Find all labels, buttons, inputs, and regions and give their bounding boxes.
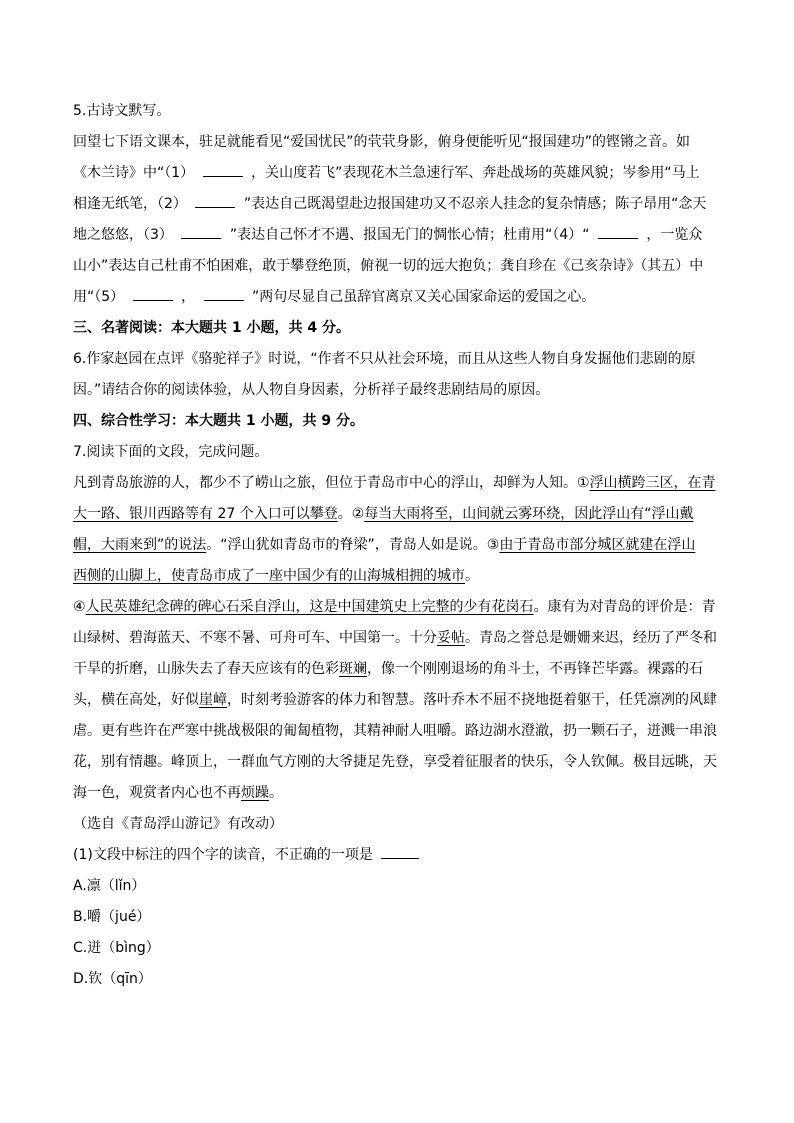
text-span: 凡到青岛旅游的人，都少不了崂山之旅，但位于青岛市中心的浮山，却鲜为人知。①	[73, 475, 590, 491]
q7-text-line: 虐。更有些许在严寒中挑战极限的匍匐植物，其精神耐人咀嚼。路边湖水澄澈，扔一颗石子，迸溅一串浪	[73, 723, 717, 739]
choice-option-c[interactable]: C.迸（bìng）	[73, 940, 160, 956]
underlined-sentence: 西侧的山脚上，使青岛市成了一座中国少有的山海城相拥的城市	[73, 568, 465, 584]
answer-blank[interactable]	[181, 224, 221, 239]
answer-blank[interactable]	[203, 162, 243, 177]
q7-text-line	[73, 685, 721, 716]
underlined-sentence: 帽，大雨来到”的说法	[73, 537, 207, 553]
q5-text-line	[73, 189, 721, 220]
choice-option-d[interactable]: D.钦（qīn）	[73, 971, 152, 987]
text-span: 。“浮山犹如青岛市的脊梁”，青岛人如是说。③	[206, 537, 500, 553]
text-span: ④	[73, 599, 86, 615]
choice-option-b[interactable]: B.嚼（jué）	[73, 909, 151, 925]
answer-blank[interactable]	[133, 286, 173, 301]
q7-text-line	[73, 778, 721, 809]
q7-text-line	[73, 499, 721, 530]
text-span: 。青岛之誉总是姗姗来迟，经历了严冬和	[465, 630, 717, 646]
q6-text-line: 6.作家赵园在点评《骆驼祥子》时说，“作者不只从社会环境，而且从这些人物自身发掘他们悲剧的原	[73, 351, 696, 367]
text-span: ，关山度若飞”表现花木兰急速行军、奔赴战场的英雄风貌；岑参用“马上	[251, 165, 700, 181]
text-span: 地之悠悠，（3）	[73, 227, 173, 243]
text-span: ，像一个刚刚退场的角斗士，不再锋芒毕露。裸露的石	[367, 661, 703, 677]
underlined-word: 烦躁	[241, 785, 269, 801]
q7-text-line	[73, 530, 721, 561]
text-span: ”表达自己怀才不遇、报国无门的惆怅心情；杜甫用“（4）“	[229, 227, 590, 243]
text-span: 相逢无纸笔，（2）	[73, 196, 187, 212]
answer-blank[interactable]	[195, 193, 235, 208]
underlined-word: 斑斓	[339, 661, 367, 677]
underlined-sentence: 大一路、银川西路等有 27 个入口可以攀登	[73, 506, 338, 522]
q5-text-line	[73, 127, 721, 158]
underlined-sentence: 每当大雨将至，山间就云雾环绕，因此浮山有“浮山戴	[364, 506, 694, 522]
text-span: (1)文段中标注的四个字的读音，不正确的一项是	[73, 847, 373, 863]
q5-text-line	[73, 158, 721, 189]
text-span: 头，横在高处，好似	[73, 692, 199, 708]
section-heading-3: 三、名著阅读：本大题共 1 小题，共 4 分。	[73, 320, 350, 336]
q5-text-line: 山小”表达自己杜甫不怕困难，敢于攀登绝顶，俯视一切的远大抱负；龚自珍在《己亥杂诗》（其五）中	[73, 258, 704, 274]
document-content	[73, 96, 721, 995]
text-span: ，	[181, 289, 196, 305]
text-span: 。②	[337, 506, 365, 522]
text-span: 山绿树、碧海蓝天、不寒不暑、可舟可车、中国第一。十分	[73, 630, 437, 646]
q5-text-line	[73, 282, 721, 313]
answer-blank[interactable]	[598, 224, 638, 239]
text-span: ，时刻考验游客的体力和智慧。落叶乔木不屈不挠地挺着躯干，任凭凛冽的风肆	[227, 692, 717, 708]
answer-blank[interactable]	[381, 844, 419, 859]
q7-title: 7.阅读下面的文段，完成问题。	[73, 444, 269, 460]
q5-text-line	[73, 220, 721, 251]
q7-text-line	[73, 561, 721, 592]
answer-blank[interactable]	[204, 286, 244, 301]
text-span: 干旱的折磨，山脉失去了春天应该有的色彩	[73, 661, 339, 677]
text-span: ，一览众	[646, 227, 703, 243]
underlined-word: 崖嶂	[199, 692, 227, 708]
underlined-sentence: 人民英雄纪念碑的碑心石采自浮山，这是中国建筑史上完整的少有花岗石	[85, 599, 534, 615]
q7-text-line	[73, 468, 721, 499]
text-span: ”表达自己既渴望赴边报国建功又不忍亲人挂念的复杂情感；陈子昂用“念天	[243, 196, 707, 212]
text-span: 。康有为对青岛的评价是：青	[533, 599, 716, 615]
q7-text-line	[73, 592, 721, 623]
text-span: ”两句尽显自己虽辞官离京又关心国家命运的爱国之心。	[251, 289, 596, 305]
q7-text-line: 花，别有情趣。峰顶上，一群血气方刚的大爷捷足先登，享受着征服者的快乐，令人钦佩。极目远眺，天	[73, 754, 717, 770]
text-span: 。	[269, 785, 283, 801]
q7-text-line	[73, 623, 721, 654]
underlined-sentence: 由于青岛市部分城区就建在浮山	[499, 537, 696, 553]
text-span: 。	[465, 568, 479, 584]
q7-text-line	[73, 654, 721, 685]
underlined-word: 妥帖	[437, 630, 465, 646]
q6-text-line: 因。”请结合你的阅读体验，从人物自身因素，分析祥子最终悲剧结局的原因。	[73, 382, 550, 398]
text-span: 回望七下语文课本，驻足就能看见“爱国忧民”的茕茕身影，俯身便能听见“报国建功”的铿锵之音。如	[73, 134, 691, 150]
text-span: 海一色，观赏者内心也不再	[73, 785, 241, 801]
choice-option-a[interactable]: A.凛（lǐn）	[73, 878, 146, 894]
section-heading-4: 四、综合性学习：本大题共 1 小题，共 9 分。	[73, 413, 364, 429]
text-span: 用“（5）	[73, 289, 125, 305]
q7-sub1	[73, 840, 721, 871]
passage-source: （选自《青岛浮山游记》有改动）	[73, 816, 283, 832]
text-span: 《木兰诗》中“（1）	[73, 165, 195, 181]
q5-title: 5.古诗文默写。	[73, 103, 171, 119]
underlined-sentence: 浮山横跨三区，在青	[589, 475, 716, 491]
